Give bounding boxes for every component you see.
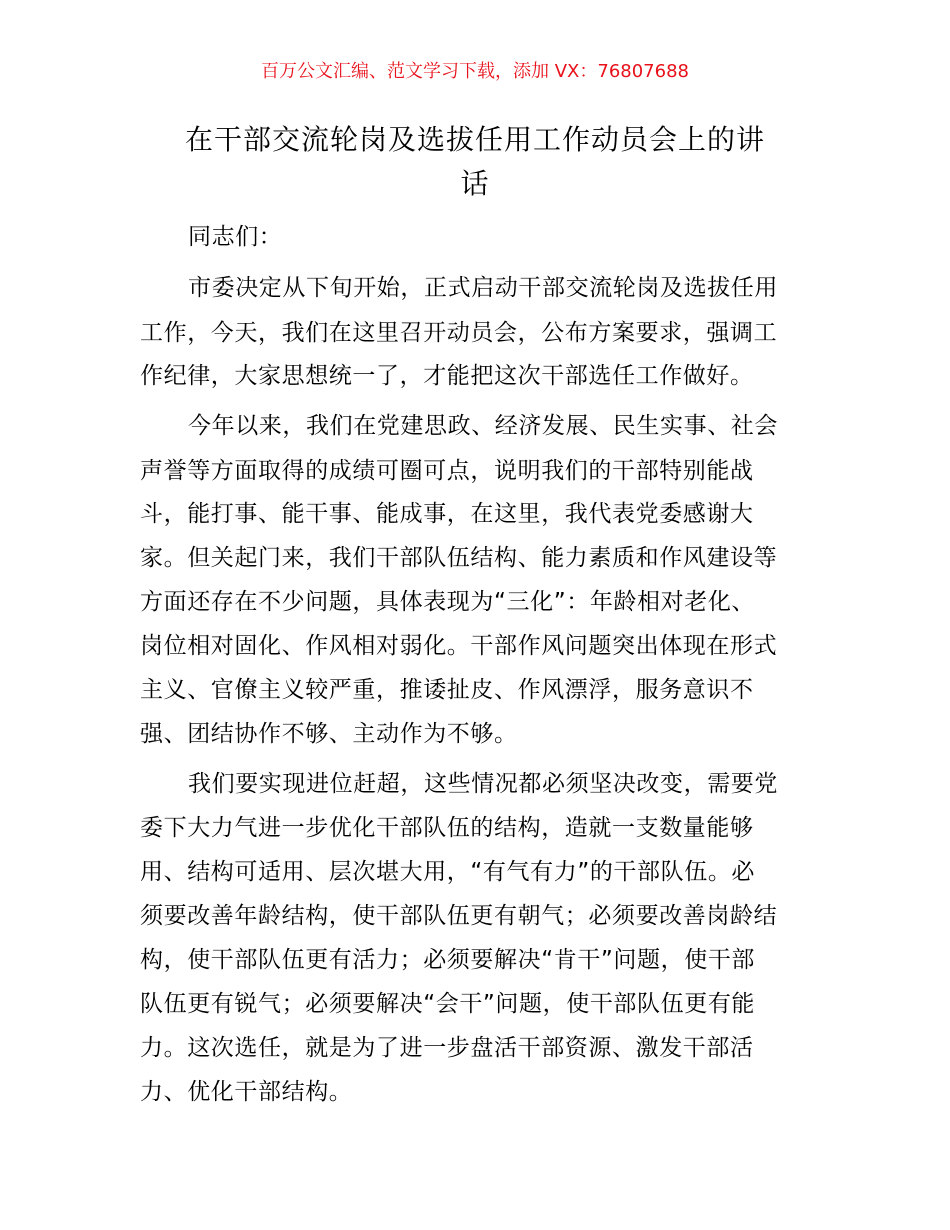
paragraph-line: 作纪律，大家思想统一了，才能把这次干部选任工作做好。 [140, 363, 754, 389]
paragraph-line: 力。这次选任，就是为了进一步盘活干部资源、激发干部活 [140, 1035, 754, 1061]
paragraph-line: 用、结构可适用、层次堪大用，“有气有力”的干部队伍。必 [140, 859, 756, 885]
paragraph-line: 岗位相对固化、作风相对弱化。干部作风问题突出体现在形式 [140, 633, 778, 659]
paragraph-line: 工作，今天，我们在这里召开动员会，公布方案要求，强调工 [140, 320, 778, 346]
document-title-line-1: 在干部交流轮岗及选拔任用工作动员会上的讲 [184, 123, 765, 156]
paragraph-line: 强、团结协作不够、主动作为不够。 [140, 721, 518, 747]
paragraph-line: 我们要实现进位赶超，这些情况都必须坚决改变，需要党 [188, 771, 778, 797]
paragraph-line: 方面还存在不少问题，具体表现为“三化”：年龄相对老化、 [140, 589, 756, 615]
paragraph-line: 力、优化干部结构。 [140, 1079, 353, 1105]
document-title-line-2: 话 [460, 167, 490, 200]
salutation: 同志们： [188, 224, 283, 250]
paragraph-line: 市委决定从下旬开始，正式启动干部交流轮岗及选拔任用 [188, 275, 778, 301]
paragraph-line: 须要改善年龄结构，使干部队伍更有朝气；必须要改善岗龄结 [140, 903, 778, 929]
promo-header: 百万公文汇编、范文学习下载，添加 VX：76807688 [261, 61, 689, 82]
paragraph-line: 声誉等方面取得的成绩可圈可点，说明我们的干部特别能战 [140, 458, 754, 484]
paragraph-line: 家。但关起门来，我们干部队伍结构、能力素质和作风建设等 [140, 545, 778, 571]
paragraph-line: 主义、官僚主义较严重，推诿扯皮、作风漂浮，服务意识不 [140, 677, 754, 703]
paragraph-line: 今年以来，我们在党建思政、经济发展、民生实事、社会 [188, 413, 778, 439]
paragraph-line: 队伍更有锐气；必须要解决“会干”问题，使干部队伍更有能 [140, 991, 756, 1017]
paragraph-line: 斗，能打事、能干事、能成事，在这里，我代表党委感谢大 [140, 501, 754, 527]
paragraph-line: 委下大力气进一步优化干部队伍的结构，造就一支数量能够 [140, 815, 754, 841]
paragraph-line: 构，使干部队伍更有活力；必须要解决“肯干”问题，使干部 [140, 947, 756, 973]
